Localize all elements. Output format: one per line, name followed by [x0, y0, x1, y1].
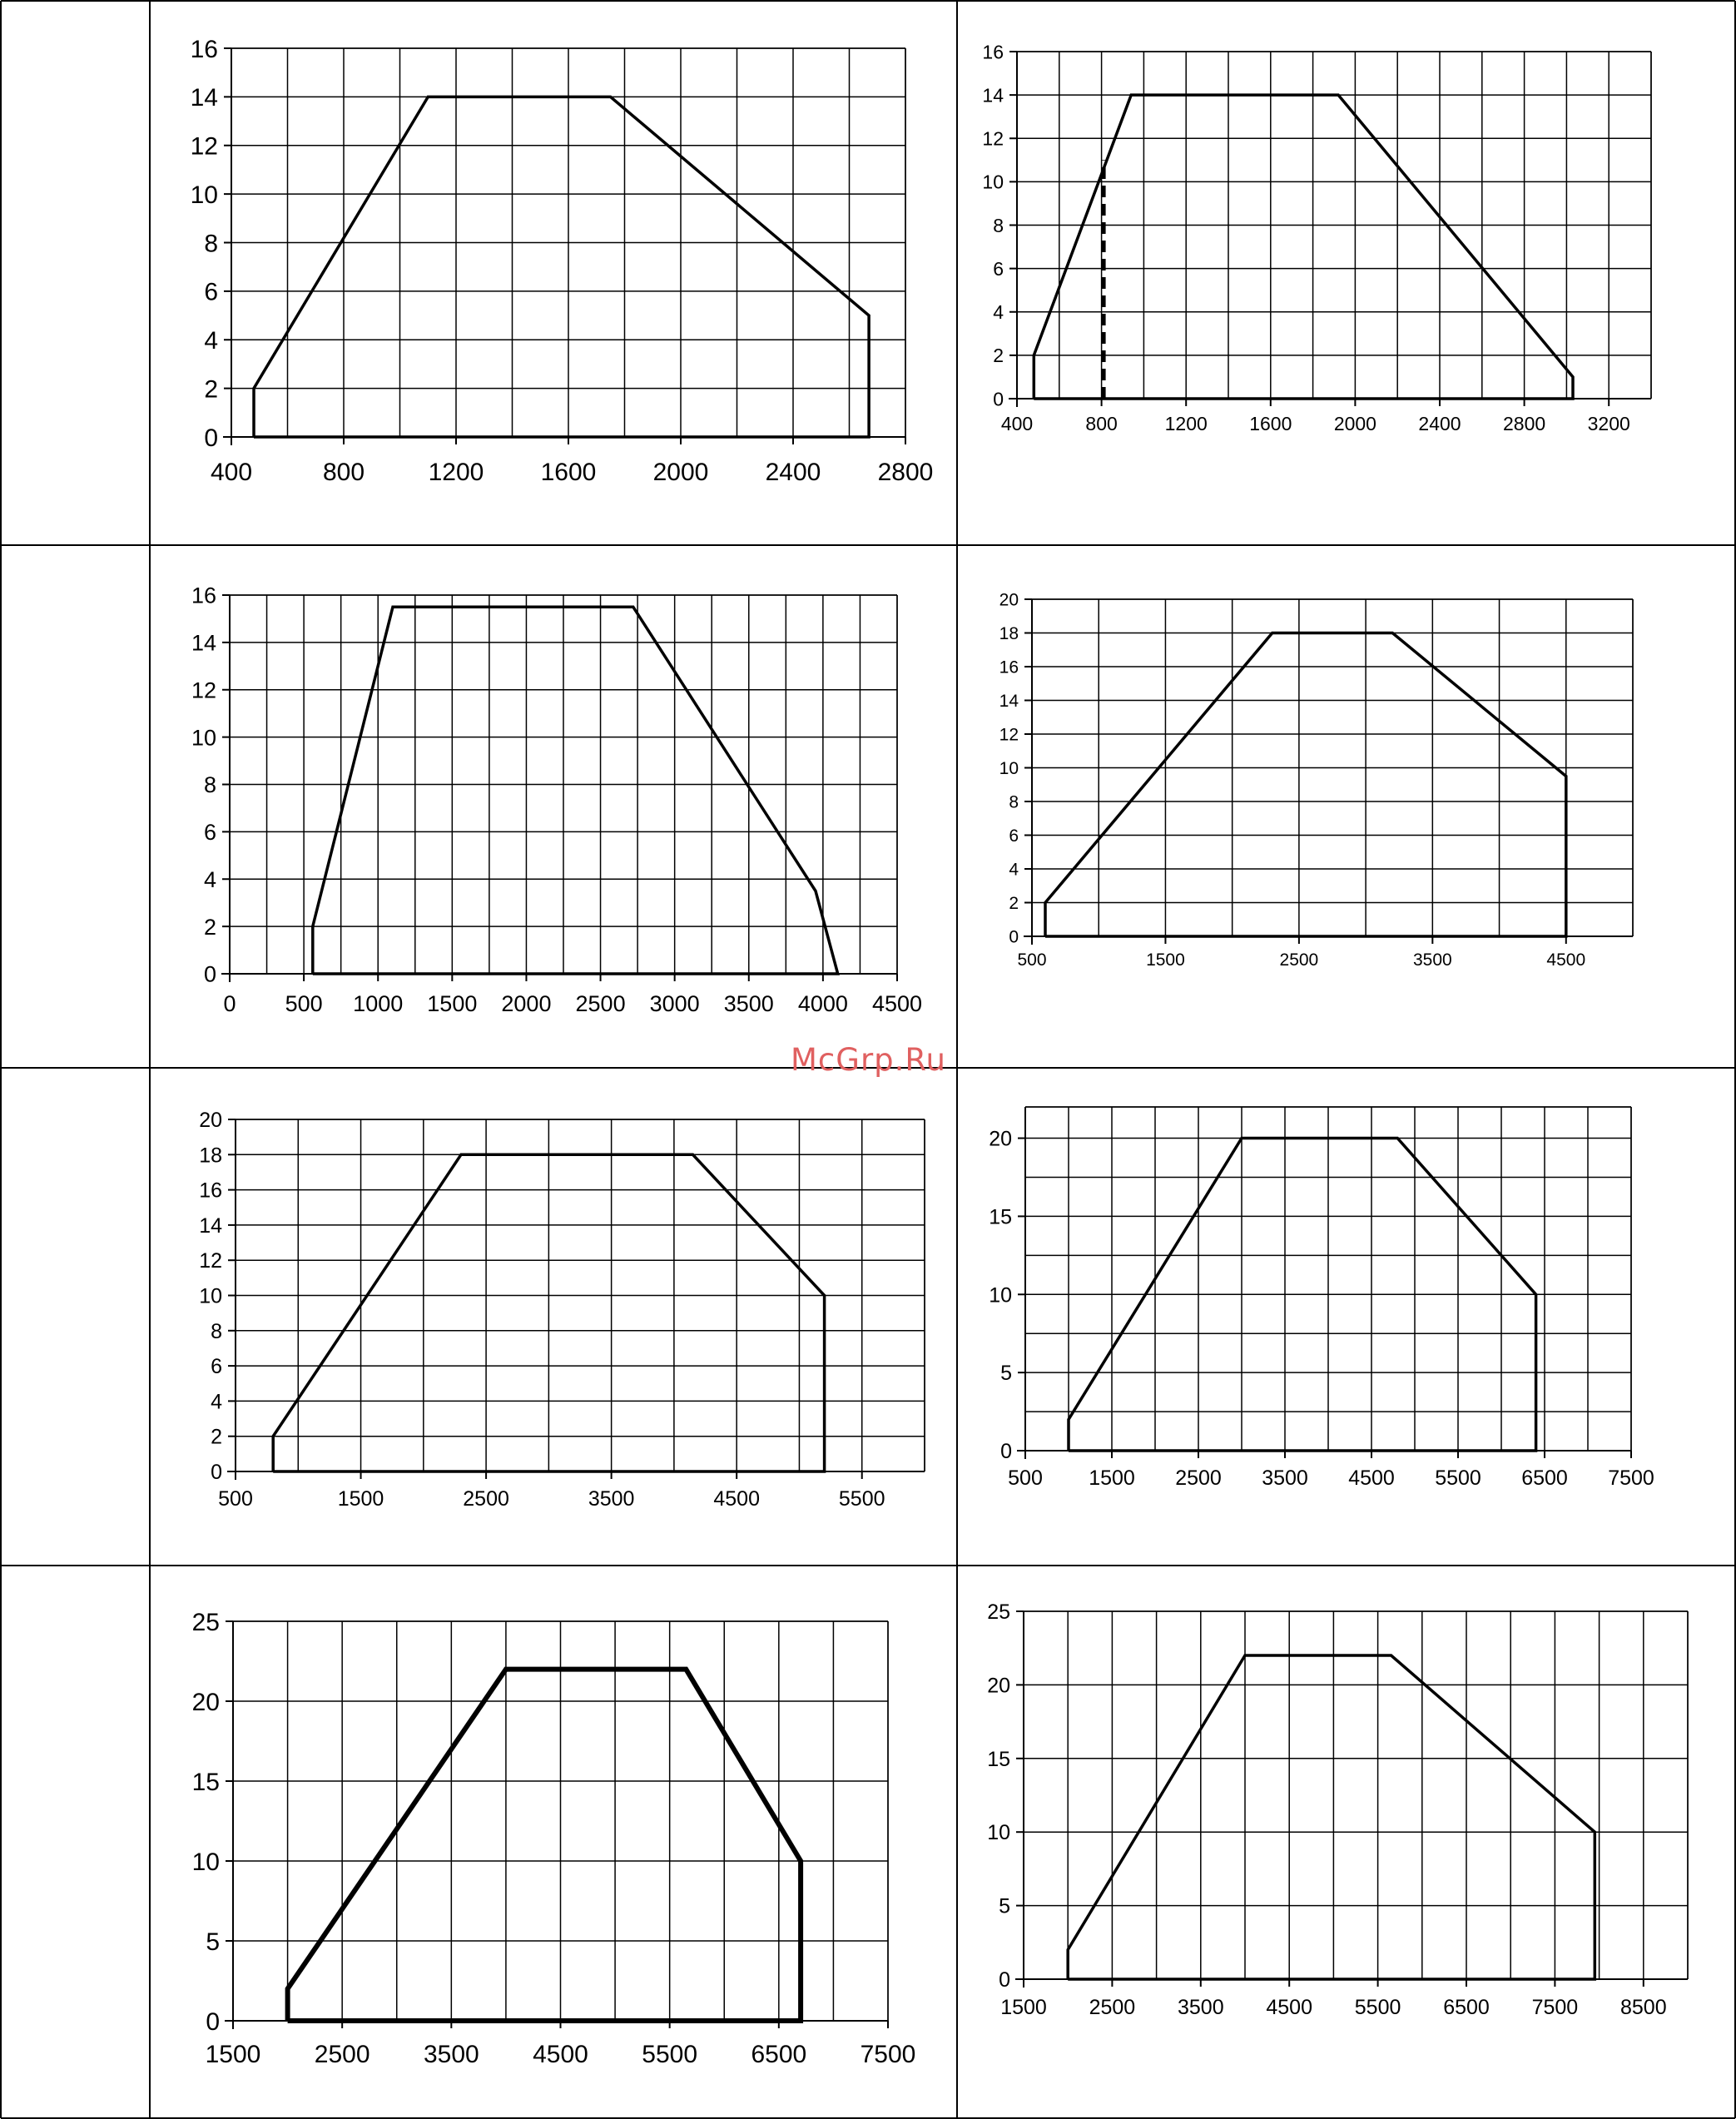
x-tick-label: 2800 [877, 459, 934, 486]
x-tick-label: 500 [1017, 950, 1047, 970]
x-tick-label: 3500 [723, 991, 774, 1016]
x-tick-label: 6500 [751, 2041, 807, 2068]
y-tick-label: 10 [982, 171, 1004, 193]
x-tick-label: 500 [1008, 1466, 1043, 1490]
x-tick-label: 500 [218, 1487, 253, 1511]
y-tick-label: 0 [203, 961, 216, 987]
x-tick-label: 400 [210, 459, 253, 486]
y-tick-label: 15 [989, 1205, 1012, 1229]
y-tick-label: 16 [190, 35, 218, 63]
watermark-text: McGrp.Ru [791, 1042, 946, 1078]
y-tick-label: 2 [204, 375, 218, 404]
y-tick-label: 14 [999, 692, 1019, 712]
y-tick-label: 18 [199, 1144, 222, 1168]
x-tick-label: 4000 [797, 991, 848, 1016]
x-tick-label: 2400 [765, 459, 821, 486]
y-tick-label: 8 [993, 214, 1004, 236]
y-tick-label: 8 [211, 1319, 222, 1343]
y-tick-label: 6 [1009, 826, 1019, 846]
chart-3 [150, 545, 957, 1068]
series-line [1068, 1655, 1595, 1979]
x-tick-label: 6500 [1521, 1466, 1568, 1490]
x-tick-label: 1500 [337, 1487, 384, 1511]
y-tick-label: 0 [204, 424, 218, 452]
x-tick-label: 4500 [871, 991, 923, 1016]
y-tick-label: 4 [211, 1390, 222, 1414]
y-tick-label: 10 [191, 1848, 220, 1876]
y-tick-label: 4 [1009, 860, 1019, 880]
x-tick-label: 5500 [1354, 1996, 1401, 2019]
x-tick-label: 4500 [1348, 1466, 1395, 1490]
y-tick-label: 15 [191, 1768, 220, 1796]
y-tick-label: 25 [987, 1600, 1010, 1624]
y-tick-label: 2 [203, 914, 216, 940]
y-tick-label: 18 [999, 624, 1019, 644]
x-tick-label: 2500 [1279, 950, 1319, 970]
series-line [1045, 633, 1566, 937]
x-tick-label: 1500 [1000, 1996, 1047, 2019]
y-tick-label: 25 [191, 1608, 220, 1636]
x-tick-label: 4500 [1266, 1996, 1313, 2019]
x-tick-label: 4500 [713, 1487, 760, 1511]
chart-2 [957, 0, 1736, 545]
y-tick-label: 15 [987, 1747, 1010, 1771]
y-tick-label: 0 [211, 1461, 222, 1484]
y-tick-label: 10 [989, 1283, 1012, 1308]
y-tick-label: 14 [982, 84, 1004, 107]
y-tick-label: 8 [204, 230, 218, 258]
y-tick-label: 12 [199, 1249, 222, 1273]
y-tick-label: 16 [191, 583, 216, 608]
y-tick-label: 10 [987, 1821, 1010, 1845]
y-tick-label: 8 [203, 772, 216, 798]
x-tick-label: 1200 [428, 459, 484, 486]
y-tick-label: 0 [206, 2007, 220, 2036]
x-tick-label: 3500 [423, 2041, 479, 2068]
x-tick-label: 3500 [588, 1487, 635, 1511]
x-tick-label: 3500 [1412, 950, 1452, 970]
x-tick-label: 5500 [838, 1487, 885, 1511]
x-tick-label: 4500 [533, 2041, 588, 2068]
y-tick-label: 14 [191, 630, 216, 656]
y-tick-label: 12 [191, 677, 216, 703]
x-tick-label: 1500 [205, 2041, 261, 2068]
x-tick-label: 1200 [1164, 413, 1208, 434]
chart-5 [150, 1068, 957, 1566]
y-tick-label: 5 [206, 1928, 220, 1956]
y-tick-label: 12 [982, 127, 1004, 150]
series-line [313, 607, 838, 974]
y-tick-label: 2 [993, 345, 1004, 367]
series-line [1034, 95, 1573, 399]
y-tick-label: 16 [999, 658, 1019, 677]
y-tick-label: 12 [999, 725, 1019, 745]
y-tick-label: 4 [203, 866, 216, 892]
chart-4 [957, 545, 1736, 1068]
y-tick-label: 10 [190, 181, 218, 209]
x-tick-label: 1500 [427, 991, 478, 1016]
y-tick-label: 5 [999, 1894, 1010, 1918]
x-tick-label: 6500 [1443, 1996, 1490, 2019]
y-tick-label: 12 [190, 132, 218, 161]
x-tick-label: 3000 [649, 991, 700, 1016]
x-tick-label: 7500 [1531, 1996, 1579, 2019]
x-tick-label: 2000 [652, 459, 709, 486]
x-tick-label: 1600 [540, 459, 597, 486]
x-tick-label: 3200 [1587, 413, 1630, 434]
x-tick-label: 2500 [575, 991, 626, 1016]
x-tick-label: 1600 [1249, 413, 1292, 434]
x-tick-label: 0 [223, 991, 236, 1016]
y-tick-label: 4 [204, 327, 218, 355]
chart-7 [150, 1566, 957, 2119]
y-tick-label: 20 [999, 590, 1019, 610]
x-tick-label: 2500 [314, 2041, 370, 2068]
y-tick-label: 14 [199, 1213, 222, 1238]
x-tick-label: 500 [285, 991, 323, 1016]
chart-6 [957, 1068, 1736, 1566]
y-tick-label: 0 [993, 388, 1004, 410]
x-tick-label: 7500 [860, 2041, 916, 2068]
y-tick-label: 20 [191, 1688, 220, 1716]
y-tick-label: 10 [199, 1284, 222, 1308]
x-tick-label: 8500 [1619, 1996, 1667, 2019]
x-tick-label: 2000 [1333, 413, 1376, 434]
x-tick-label: 5500 [1435, 1466, 1481, 1490]
x-tick-label: 3500 [1262, 1466, 1308, 1490]
y-tick-label: 20 [989, 1127, 1012, 1151]
x-tick-label: 400 [1000, 413, 1034, 434]
y-tick-label: 0 [1009, 927, 1019, 947]
x-tick-label: 1500 [1089, 1466, 1135, 1490]
y-tick-label: 14 [190, 84, 218, 112]
x-tick-label: 1500 [1146, 950, 1185, 970]
y-tick-label: 4 [993, 301, 1004, 324]
chart-1 [150, 0, 957, 545]
x-tick-label: 800 [322, 459, 365, 486]
x-tick-label: 5500 [642, 2041, 698, 2068]
y-tick-label: 6 [204, 278, 218, 306]
y-tick-label: 6 [211, 1355, 222, 1379]
y-tick-label: 5 [1000, 1362, 1012, 1386]
chart-8 [957, 1566, 1736, 2119]
y-tick-label: 2 [211, 1425, 222, 1449]
y-tick-label: 8 [1009, 792, 1019, 812]
series-line [254, 97, 869, 437]
y-tick-label: 16 [982, 41, 1004, 63]
x-tick-label: 2500 [1089, 1996, 1136, 2019]
x-tick-label: 2500 [463, 1487, 509, 1511]
x-tick-label: 2400 [1418, 413, 1461, 434]
y-tick-label: 0 [1000, 1440, 1012, 1463]
x-tick-label: 2500 [1175, 1466, 1222, 1490]
x-tick-label: 3500 [1177, 1996, 1224, 2019]
x-tick-label: 7500 [1608, 1466, 1654, 1490]
y-tick-label: 16 [199, 1179, 222, 1203]
y-tick-label: 20 [987, 1674, 1010, 1698]
y-tick-label: 6 [993, 257, 1004, 280]
x-tick-label: 2800 [1503, 413, 1546, 434]
y-tick-label: 2 [1009, 894, 1019, 914]
x-tick-label: 4500 [1546, 950, 1586, 970]
x-tick-label: 800 [1085, 413, 1118, 434]
y-tick-label: 20 [199, 1109, 222, 1132]
y-tick-label: 0 [999, 1968, 1010, 1992]
x-tick-label: 2000 [501, 991, 552, 1016]
x-tick-label: 1000 [353, 991, 404, 1016]
y-tick-label: 6 [203, 820, 216, 846]
y-tick-label: 10 [191, 725, 216, 751]
y-tick-label: 10 [999, 759, 1019, 779]
